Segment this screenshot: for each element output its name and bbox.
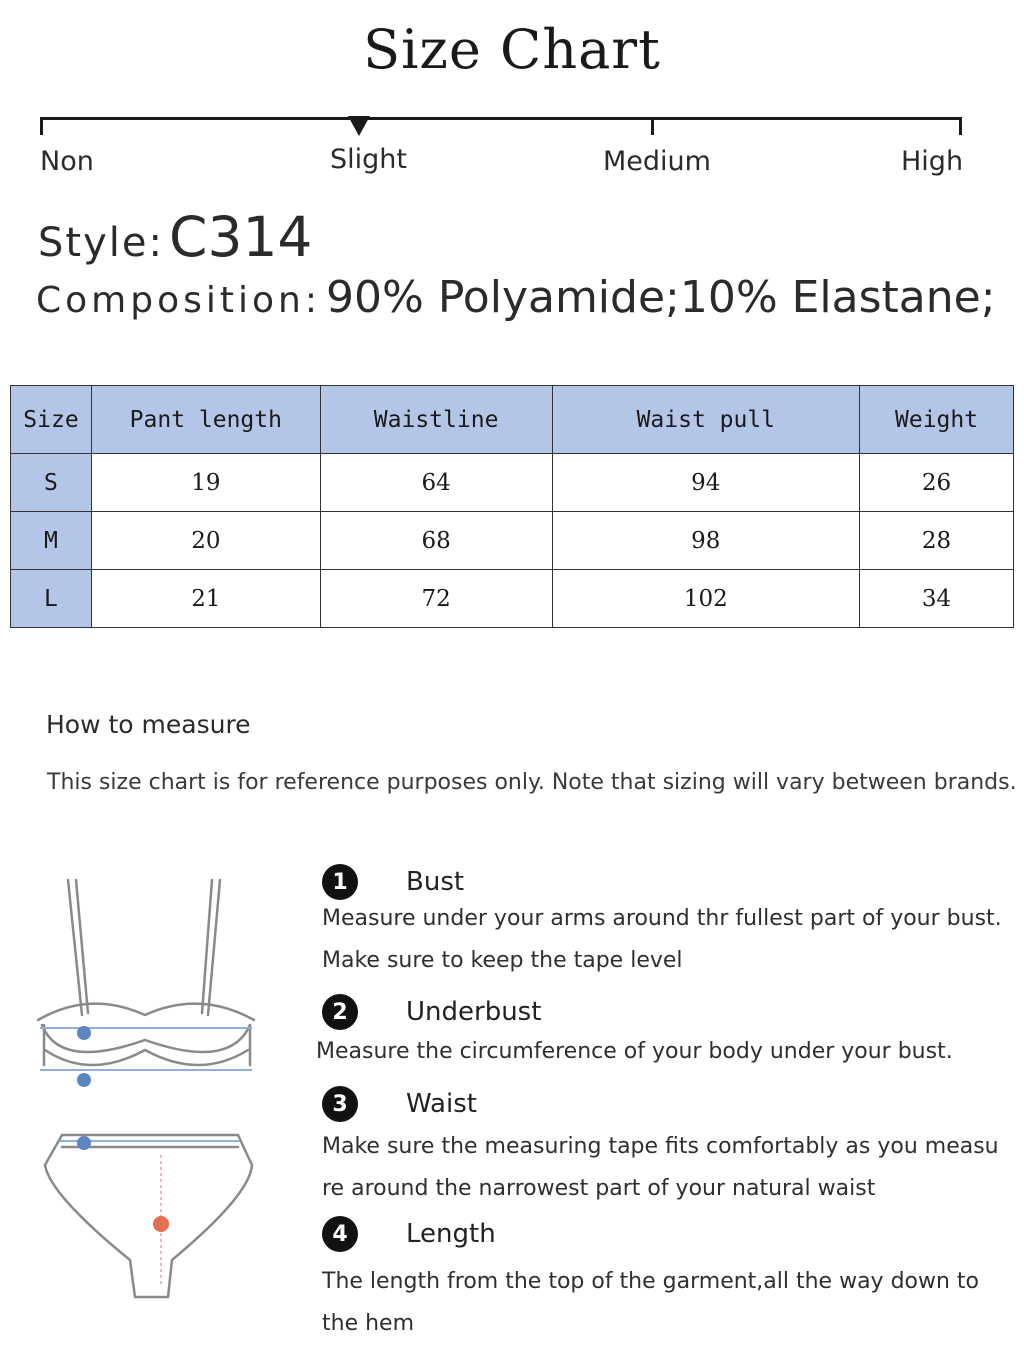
scale-tick: [959, 117, 962, 135]
table-cell: 26: [860, 454, 1014, 512]
scale-label-non: Non: [40, 146, 94, 177]
scale-label-high: High: [901, 146, 964, 177]
item-description: [322, 1261, 1002, 1345]
number-4-icon: 4: [322, 1216, 358, 1252]
how-to-measure-note: This size chart is for reference purposes only. Note that sizing will vary between brands.: [47, 770, 1017, 795]
scale-tick: [40, 117, 43, 135]
stretch-scale: [40, 112, 964, 192]
table-row: [11, 512, 1014, 570]
composition-value: 90% Polyamide;10% Elastane;: [326, 272, 996, 323]
measure-item-length: [322, 1216, 496, 1252]
item-description: [322, 898, 1002, 982]
style-info: [38, 205, 312, 269]
item-description: [316, 1031, 996, 1073]
table-cell: 94: [552, 454, 860, 512]
table-cell: 98: [552, 512, 860, 570]
stretch-pointer-icon: [348, 116, 370, 136]
column-header-pant-length: Pant length: [91, 386, 320, 454]
measure-item-waist: [322, 1086, 477, 1122]
bikini-measurement-diagram-icon: [30, 865, 280, 1315]
table-row: [11, 454, 1014, 512]
style-label: Style:: [38, 220, 164, 266]
description-line: the hem: [322, 1311, 415, 1336]
description-line: Measure under your arms around thr fullest part of your bust.: [322, 906, 1002, 931]
table-cell: 34: [860, 570, 1014, 628]
how-to-measure-title: How to measure: [46, 710, 251, 739]
composition-label: Composition:: [36, 280, 321, 321]
size-table: [10, 385, 1014, 628]
item-title: Underbust: [406, 997, 542, 1027]
description-line: Make sure to keep the tape level: [322, 948, 683, 973]
table-row: [11, 570, 1014, 628]
description-line: The length from the top of the garment,all the way down to: [322, 1269, 980, 1294]
item-description: [322, 1126, 1002, 1210]
item-title: Length: [406, 1219, 496, 1249]
description-line: Make sure the measuring tape fits comfortably as you measu: [322, 1134, 999, 1159]
table-cell: 102: [552, 570, 860, 628]
size-cell: S: [11, 454, 92, 512]
scale-label-slight: Slight: [330, 144, 407, 175]
style-value: C314: [169, 205, 313, 269]
table-cell: 68: [320, 512, 552, 570]
description-line: Measure the circumference of your body under your bust.: [316, 1039, 953, 1064]
number-2-icon: 2: [322, 994, 358, 1030]
size-cell: M: [11, 512, 92, 570]
table-cell: 72: [320, 570, 552, 628]
scale-label-medium: Medium: [603, 146, 711, 177]
column-header-waistline: Waistline: [320, 386, 552, 454]
item-title: Waist: [406, 1089, 477, 1119]
size-cell: L: [11, 570, 92, 628]
scale-line: [40, 117, 962, 120]
table-cell: 20: [91, 512, 320, 570]
number-1-icon: 1: [322, 864, 358, 900]
number-3-icon: 3: [322, 1086, 358, 1122]
composition-info: [36, 272, 996, 323]
table-cell: 21: [91, 570, 320, 628]
item-title: Bust: [406, 867, 465, 897]
column-header-size: Size: [11, 386, 92, 454]
description-line: re around the narrowest part of your natural waist: [322, 1176, 876, 1201]
table-cell: 28: [860, 512, 1014, 570]
measure-item-bust: [322, 864, 464, 900]
column-header-waist-pull: Waist pull: [552, 386, 860, 454]
column-header-weight: Weight: [860, 386, 1014, 454]
measure-item-underbust: [322, 994, 541, 1030]
table-header-row: [11, 386, 1014, 454]
table-cell: 64: [320, 454, 552, 512]
scale-tick: [651, 117, 654, 135]
table-cell: 19: [91, 454, 320, 512]
page-title: Size Chart: [363, 18, 661, 81]
